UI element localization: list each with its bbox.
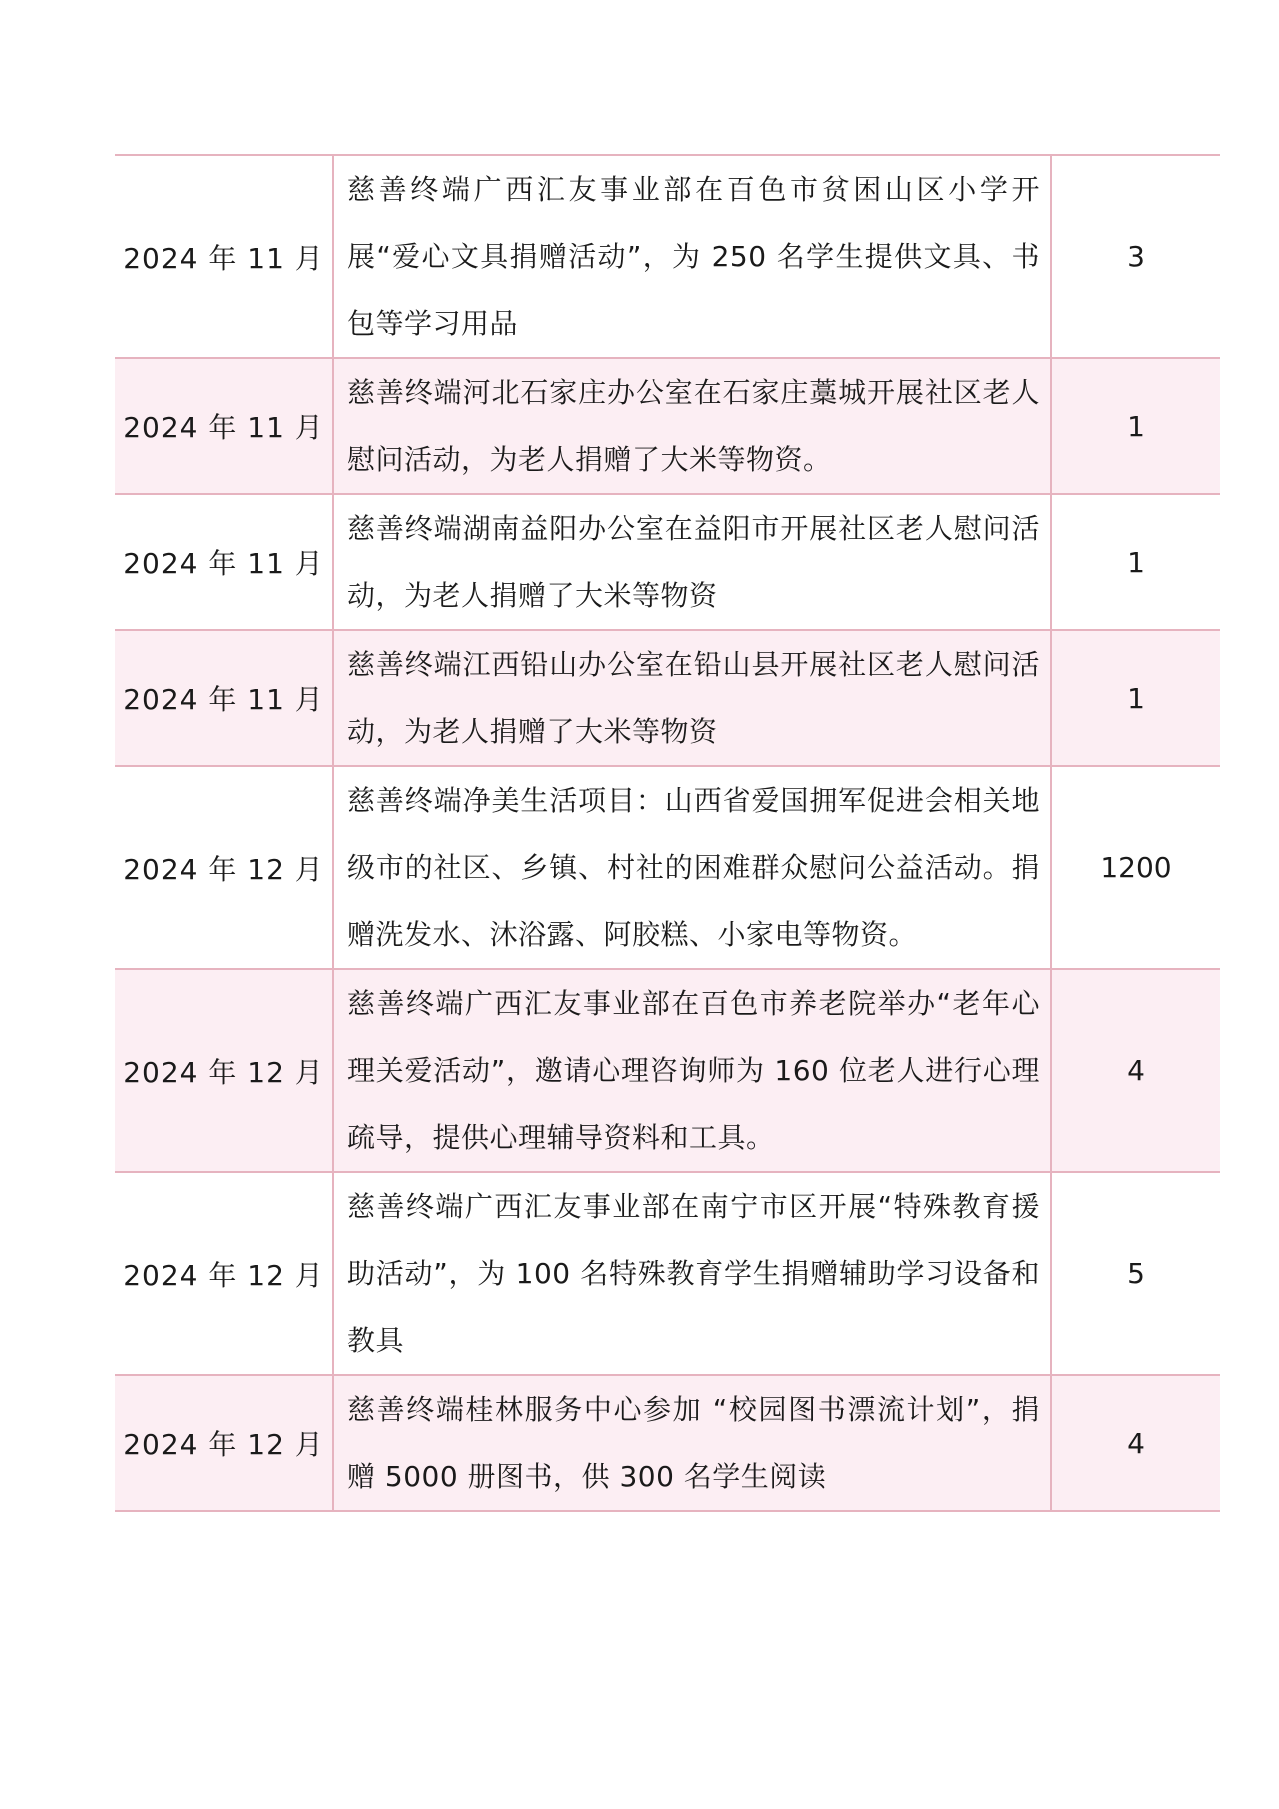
row-description: 慈善终端广西汇友事业部在南宁市区开展“特殊教育援助活动”，为 100 名特殊教育学生捐赠辅助学习设备和教具 xyxy=(333,1172,1051,1375)
table-row xyxy=(115,630,1220,766)
row-description: 慈善终端江西铅山办公室在铅山县开展社区老人慰问活动，为老人捐赠了大米等物资 xyxy=(333,630,1051,766)
row-description: 慈善终端净美生活项目：山西省爱国拥军促进会相关地级市的社区、乡镇、村社的困难群众慰问公益活动。捐赠洗发水、沐浴露、阿胶糕、小家电等物资。 xyxy=(333,766,1051,969)
row-description: 慈善终端桂林服务中心参加 “校园图书漂流计划”，捐赠 5000 册图书，供 300 名学生阅读 xyxy=(333,1375,1051,1511)
row-amount: 4 xyxy=(1051,969,1220,1172)
row-description: 慈善终端河北石家庄办公室在石家庄藁城开展社区老人慰问活动，为老人捐赠了大米等物资。 xyxy=(333,358,1051,494)
row-amount: 1 xyxy=(1051,358,1220,494)
row-amount: 1 xyxy=(1051,630,1220,766)
row-amount: 3 xyxy=(1051,155,1220,358)
row-description: 慈善终端湖南益阳办公室在益阳市开展社区老人慰问活动，为老人捐赠了大米等物资 xyxy=(333,494,1051,630)
row-date: 2024 年 12 月 xyxy=(115,766,333,969)
row-date: 2024 年 11 月 xyxy=(115,358,333,494)
donation-records-table xyxy=(115,154,1220,1512)
row-amount: 1 xyxy=(1051,494,1220,630)
table-row xyxy=(115,1172,1220,1375)
table-row xyxy=(115,1375,1220,1511)
row-description: 慈善终端广西汇友事业部在百色市贫困山区小学开展“爱心文具捐赠活动”，为 250 名学生提供文具、书包等学习用品 xyxy=(333,155,1051,358)
row-date: 2024 年 12 月 xyxy=(115,1375,333,1511)
table-row xyxy=(115,766,1220,969)
row-date: 2024 年 12 月 xyxy=(115,1172,333,1375)
row-amount: 1200 xyxy=(1051,766,1220,969)
row-date: 2024 年 12 月 xyxy=(115,969,333,1172)
row-date: 2024 年 11 月 xyxy=(115,630,333,766)
table-row xyxy=(115,969,1220,1172)
row-description: 慈善终端广西汇友事业部在百色市养老院举办“老年心理关爱活动”，邀请心理咨询师为 160 位老人进行心理疏导，提供心理辅导资料和工具。 xyxy=(333,969,1051,1172)
row-amount: 5 xyxy=(1051,1172,1220,1375)
table-row xyxy=(115,494,1220,630)
table-row xyxy=(115,155,1220,358)
row-date: 2024 年 11 月 xyxy=(115,155,333,358)
table-row xyxy=(115,358,1220,494)
row-date: 2024 年 11 月 xyxy=(115,494,333,630)
row-amount: 4 xyxy=(1051,1375,1220,1511)
